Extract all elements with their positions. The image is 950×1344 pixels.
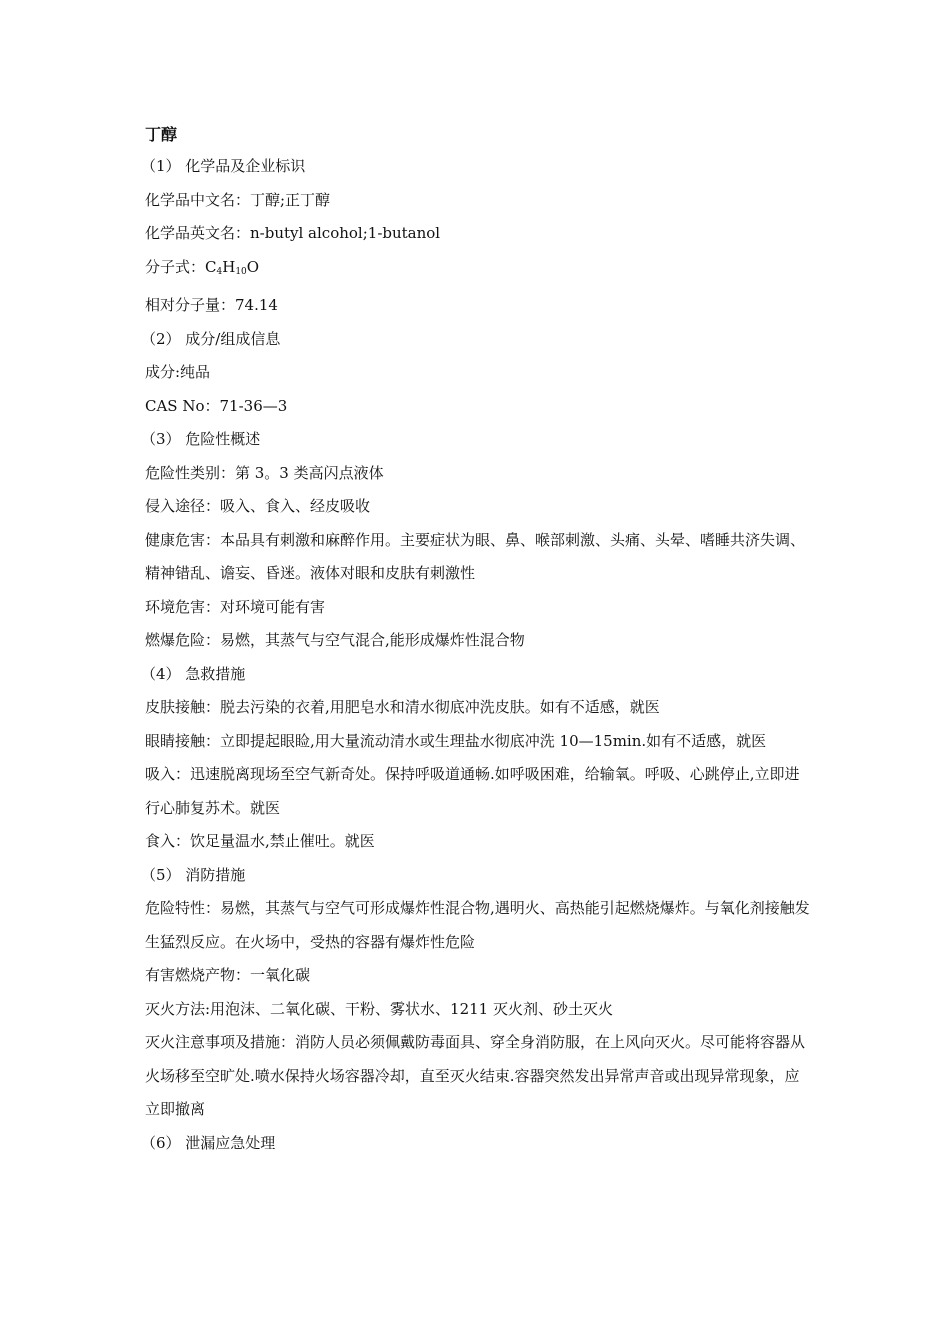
formula-element: H [222, 257, 236, 276]
ingestion: 食入：饮足量温水,禁止催吐。就医 [145, 832, 375, 850]
section-2-heading: （2） 成分/组成信息 [141, 329, 281, 348]
chinese-name: 化学品中文名：丁醇;正丁醇 [145, 190, 331, 209]
cas-number: CAS No：71-36—3 [145, 396, 288, 415]
skin-contact: 皮肤接触：脱去污染的衣着,用肥皂水和清水彻底冲洗皮肤。如有不适感，就医 [145, 698, 660, 716]
section-3-heading: （3） 危险性概述 [141, 430, 261, 448]
english-name: 化学品英文名：n-butyl alcohol;1-butanol [145, 224, 441, 242]
section-6-heading: （6） 泄漏应急处理 [141, 1133, 276, 1152]
formula-element: C [205, 257, 217, 276]
extinguishing-methods: 灭火方法:用泡沫、二氧化碳、干粉、雾状水、1211 灭火剂、砂土灭火 [145, 999, 613, 1018]
composition: 成分:纯品 [145, 363, 211, 381]
formula-element: O [246, 257, 260, 276]
molecular-weight: 相对分子量：74.14 [145, 296, 278, 314]
exposure-routes: 侵入途径：吸入、食入、经皮吸收 [145, 497, 371, 515]
fire-hazard-properties: 危险特性：易燃，其蒸气与空气可形成爆炸性混合物,遇明火、高热能引起燃烧爆炸。与氧化剂接触发生猛烈反应。在火场中，受热的容器有爆炸性危险 [145, 899, 810, 951]
document-page [141, 124, 813, 1160]
molecular-formula [145, 251, 813, 290]
firefighting-precautions: 灭火注意事项及措施：消防人员必须佩戴防毒面具、穿全身消防服，在上风向灭火。尽可能将容器从火场移至空旷处.喷水保持火场容器冷却，直至灭火结束.容器突然发出异常声音或出现异常现象，应立即撤离 [145, 1033, 806, 1118]
eye-contact: 眼睛接触：立即提起眼睑,用大量流动清水或生理盐水彻底冲洗 10—15min.如有不适感，就医 [145, 731, 767, 750]
formula-subscript: 10 [235, 266, 247, 277]
section-5-heading: （5） 消防措施 [141, 865, 246, 884]
hazard-category: 危险性类别：第 3。3 类高闪点液体 [145, 463, 384, 482]
explosion-hazard: 燃爆危险：易燃，其蒸气与空气混合,能形成爆炸性混合物 [145, 631, 525, 649]
formula-subscript: 4 [216, 266, 223, 277]
environmental-hazard: 环境危害：对环境可能有害 [145, 597, 326, 616]
health-hazard: 健康危害：本品具有刺激和麻醉作用。主要症状为眼、鼻、喉部刺激、头痛、头晕、嗜睡共济失调、精神错乱、谵妄、昏迷。液体对眼和皮肤有刺激性 [145, 530, 806, 582]
formula-label: 分子式： [145, 257, 206, 276]
section-1-heading: （1） 化学品及企业标识 [141, 157, 306, 175]
section-4-heading: （4） 急救措施 [141, 664, 246, 683]
doc-title: 丁醇 [145, 125, 178, 144]
inhalation: 吸入：迅速脱离现场至空气新奇处。保持呼吸道通畅.如呼吸困难，给输氧。呼吸、心跳停止,立即进行心肺复苏术。就医 [145, 765, 800, 817]
combustion-products: 有害燃烧产物：一氧化碳 [145, 966, 311, 984]
